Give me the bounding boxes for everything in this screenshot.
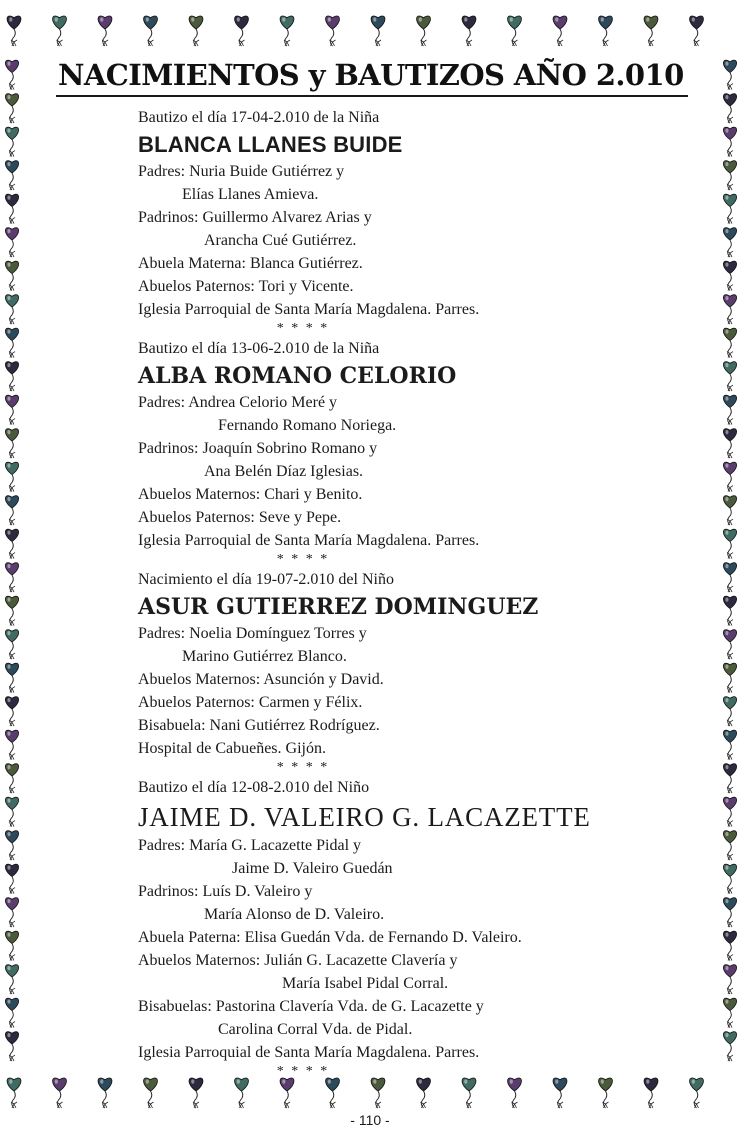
heart-balloon-icon — [5, 998, 18, 1027]
heart-balloon-icon — [723, 295, 736, 324]
entry-jaime — [138, 776, 698, 1080]
heart-balloon-icon — [723, 127, 736, 156]
heart-balloon-icon — [723, 663, 736, 692]
heart-balloon-icon — [5, 462, 18, 491]
heart-balloon-icon — [5, 194, 18, 223]
heart-balloon-icon — [5, 161, 18, 190]
heart-balloon-icon — [5, 730, 18, 759]
heart-balloon-icon — [553, 16, 567, 46]
heart-balloon-icon — [723, 94, 736, 123]
heart-balloon-icon — [371, 16, 385, 46]
heart-balloon-icon — [723, 529, 736, 558]
heart-balloon-icon — [235, 16, 249, 46]
heart-balloon-icon — [690, 1078, 704, 1108]
detail-line: María Alonso de D. Valeiro. — [204, 906, 385, 923]
heart-balloon-icon — [144, 16, 158, 46]
heart-balloon-icon — [723, 831, 736, 860]
heart-balloon-icon — [723, 864, 736, 893]
entry-header: Nacimiento el día 19-07-2.010 del Niño — [138, 571, 394, 588]
heart-balloon-icon — [723, 697, 736, 726]
heart-balloon-icon — [5, 898, 18, 927]
heart-balloon-icon — [5, 764, 18, 793]
heart-balloon-icon — [7, 1078, 21, 1108]
heart-balloon-icon — [723, 764, 736, 793]
heart-balloon-icon — [5, 261, 18, 290]
heart-balloon-icon — [5, 831, 18, 860]
detail-line: Bisabuela: Nani Gutiérrez Rodríguez. — [138, 717, 380, 734]
detail-line: Iglesia Parroquial de Santa María Magdalena. Parres. — [138, 1044, 480, 1061]
heart-balloon-icon — [5, 429, 18, 458]
heart-balloon-icon — [5, 328, 18, 357]
heart-balloon-icon — [723, 898, 736, 927]
detail-line: Iglesia Parroquial de Santa María Magdalena. Parres. — [138, 532, 480, 549]
heart-balloon-icon — [462, 1078, 476, 1108]
detail-line: Abuelos Maternos: Julián G. Lacazette Clavería y — [138, 952, 458, 969]
heart-balloon-icon — [5, 94, 18, 123]
heart-balloon-icon — [723, 797, 736, 826]
entry-header: Bautizo el día 17-04-2.010 de la Niña — [138, 109, 380, 126]
detail-line: Arancha Cué Gutiérrez. — [204, 232, 357, 249]
detail-line: Abuelos Paternos: Tori y Vicente. — [138, 278, 354, 295]
heart-balloon-icon — [462, 16, 476, 46]
person-name: BLANCA LLANES BUIDE — [138, 132, 403, 157]
heart-balloon-icon — [5, 663, 18, 692]
heart-balloon-icon — [644, 1078, 658, 1108]
heart-balloon-icon — [5, 228, 18, 257]
detail-line: Carolina Corral Vda. de Pidal. — [218, 1021, 413, 1038]
heart-balloon-icon — [690, 16, 704, 46]
detail-line: Ana Belén Díaz Iglesias. — [204, 463, 364, 480]
heart-balloon-icon — [280, 16, 294, 46]
heart-balloon-icon — [5, 864, 18, 893]
detail-line: Abuela Paterna: Elisa Guedán Vda. de Fernando D. Valeiro. — [138, 929, 522, 946]
heart-balloon-icon — [723, 161, 736, 190]
entry-asur — [138, 568, 698, 776]
heart-balloon-icon — [235, 1078, 249, 1108]
heart-balloon-icon — [723, 730, 736, 759]
heart-balloon-icon — [723, 328, 736, 357]
heart-balloon-icon — [644, 16, 658, 46]
heart-balloon-icon — [723, 630, 736, 659]
heart-balloon-icon — [723, 496, 736, 525]
detail-line: Marino Gutiérrez Blanco. — [182, 648, 347, 665]
heart-balloon-icon — [723, 194, 736, 223]
heart-balloon-icon — [723, 965, 736, 994]
heart-balloon-icon — [508, 16, 522, 46]
page-title: NACIMIENTOS y BAUTIZOS AÑO 2.010 — [58, 58, 684, 92]
page-number: - 110 - — [350, 1112, 390, 1128]
heart-balloon-icon — [599, 1078, 613, 1108]
separator-stars: * * * * — [276, 552, 330, 567]
detail-line: Abuelos Maternos: Asunción y David. — [138, 671, 384, 688]
heart-balloon-icon — [723, 1032, 736, 1061]
heart-balloon-icon — [723, 596, 736, 625]
heart-balloon-icon — [723, 931, 736, 960]
heart-balloon-icon — [5, 529, 18, 558]
heart-balloon-icon — [553, 1078, 567, 1108]
person-name: ALBA ROMANO CELORIO — [138, 363, 457, 389]
detail-line: Padres: Noelia Domínguez Torres y — [138, 625, 367, 642]
detail-line: Abuela Materna: Blanca Gutiérrez. — [138, 255, 363, 272]
entry-alba — [138, 337, 698, 568]
heart-balloon-icon — [723, 563, 736, 592]
heart-balloon-icon — [5, 1032, 18, 1061]
heart-balloon-icon — [371, 1078, 385, 1108]
person-name: ASUR GUTIERREZ DOMINGUEZ — [138, 594, 539, 620]
detail-line: Abuelos Paternos: Seve y Pepe. — [138, 509, 342, 526]
heart-balloon-icon — [5, 965, 18, 994]
detail-line: María Isabel Pidal Corral. — [282, 975, 449, 992]
heart-balloon-icon — [144, 1078, 158, 1108]
heart-balloon-icon — [5, 127, 18, 156]
heart-balloon-icon — [723, 228, 736, 257]
heart-balloon-icon — [5, 395, 18, 424]
heart-balloon-icon — [7, 16, 21, 46]
heart-balloon-icon — [5, 60, 18, 89]
heart-balloon-icon — [5, 362, 18, 391]
separator-stars: * * * * — [276, 760, 330, 775]
heart-balloon-icon — [5, 797, 18, 826]
detail-line: Elías Llanes Amieva. — [182, 186, 319, 203]
heart-balloon-icon — [5, 596, 18, 625]
heart-balloon-icon — [723, 395, 736, 424]
heart-balloon-icon — [723, 429, 736, 458]
heart-balloon-icon — [53, 1078, 67, 1108]
heart-balloon-icon — [599, 16, 613, 46]
heart-balloon-icon — [723, 362, 736, 391]
heart-balloon-icon — [723, 60, 736, 89]
person-name: JAIME D. VALEIRO G. LACAZETTE — [138, 802, 591, 832]
heart-balloon-icon — [417, 1078, 431, 1108]
title-underline — [56, 95, 688, 97]
heart-balloon-icon — [5, 931, 18, 960]
heart-balloon-icon — [5, 496, 18, 525]
heart-balloon-icon — [189, 1078, 203, 1108]
separator-stars: * * * * — [276, 321, 330, 336]
detail-line: Padres: Andrea Celorio Meré y — [138, 394, 338, 411]
detail-line: Hospital de Cabueñes. Gijón. — [138, 740, 326, 757]
detail-line: Padrinos: Joaquín Sobrino Romano y — [138, 440, 378, 457]
heart-balloon-icon — [5, 697, 18, 726]
detail-line: Padres: Nuria Buide Gutiérrez y — [138, 163, 345, 180]
detail-line: Padrinos: Luís D. Valeiro y — [138, 883, 313, 900]
detail-line: Jaime D. Valeiro Guedán — [232, 860, 393, 877]
heart-balloon-icon — [98, 1078, 112, 1108]
heart-balloon-icon — [5, 295, 18, 324]
heart-balloon-icon — [98, 16, 112, 46]
detail-line: Abuelos Paternos: Carmen y Félix. — [138, 694, 363, 711]
heart-balloon-icon — [53, 16, 67, 46]
heart-balloon-icon — [417, 16, 431, 46]
entries-list — [138, 106, 698, 1080]
detail-line: Padrinos: Guillermo Alvarez Arias y — [138, 209, 372, 226]
detail-line: Fernando Romano Noriega. — [218, 417, 397, 434]
entry-header: Bautizo el día 12-08-2.010 del Niño — [138, 779, 370, 796]
detail-line: Abuelos Maternos: Chari y Benito. — [138, 486, 363, 503]
heart-balloon-icon — [326, 1078, 340, 1108]
heart-balloon-icon — [5, 563, 18, 592]
heart-balloon-icon — [723, 998, 736, 1027]
detail-line: Iglesia Parroquial de Santa María Magdalena. Parres. — [138, 301, 480, 318]
heart-balloon-icon — [723, 462, 736, 491]
detail-line: Padres: María G. Lacazette Pidal y — [138, 837, 362, 854]
heart-balloon-icon — [5, 630, 18, 659]
detail-line: Bisabuelas: Pastorina Clavería Vda. de G. Lacazette y — [138, 998, 484, 1015]
heart-balloon-icon — [189, 16, 203, 46]
heart-balloon-icon — [508, 1078, 522, 1108]
separator-stars: * * * * — [276, 1064, 330, 1079]
entry-blanca — [138, 106, 698, 337]
heart-balloon-icon — [280, 1078, 294, 1108]
entry-header: Bautizo el día 13-06-2.010 de la Niña — [138, 340, 380, 357]
heart-balloon-icon — [723, 261, 736, 290]
heart-balloon-icon — [326, 16, 340, 46]
